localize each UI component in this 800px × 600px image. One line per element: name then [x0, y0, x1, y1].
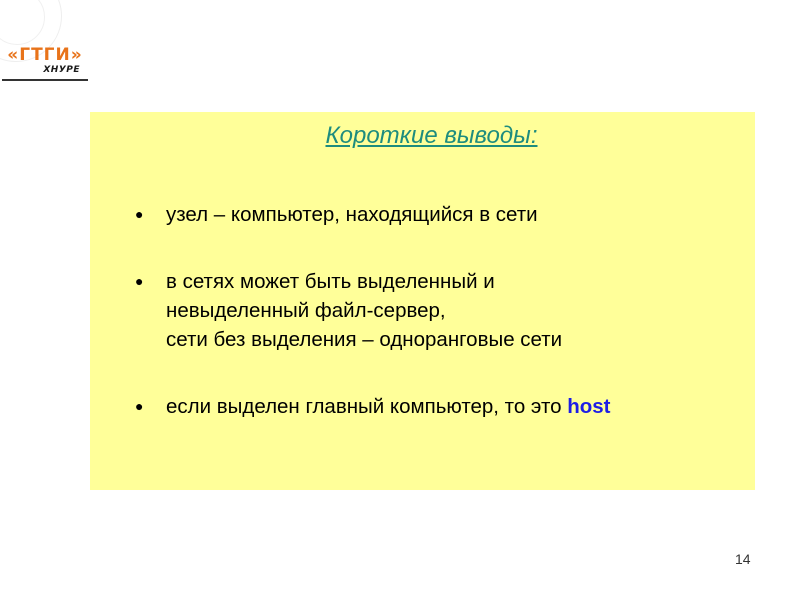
bullet-text: сети без выделения – одноранговые сети: [166, 328, 563, 351]
logo-underline: [2, 79, 88, 81]
bullet-item-1: [135, 200, 745, 229]
logo: [2, 44, 88, 84]
page-number: 14: [735, 551, 751, 567]
host-highlight: host: [567, 395, 611, 418]
bullet-text: ● узел – компьютер, находящийся в сети: [166, 203, 538, 226]
bullet-item-3: [135, 392, 745, 421]
bullet-text: если выделен главный компьютер, то это: [166, 395, 568, 418]
slide-title: Короткие выводы:: [325, 122, 538, 149]
content-box: [90, 112, 755, 490]
bullet-text: невыделенный файл-сервер,: [166, 299, 446, 322]
logo-main-text: «ГТГИ»: [7, 45, 83, 65]
bullet-list: [135, 200, 745, 459]
bullet-text: ● в сетях может быть выделенный и: [166, 270, 495, 293]
bullet-item-2: [135, 267, 745, 354]
logo-sub-text: ХНУРЕ: [43, 65, 80, 75]
